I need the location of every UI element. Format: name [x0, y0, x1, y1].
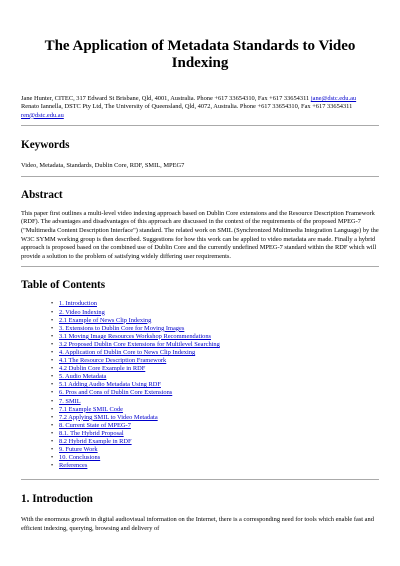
keywords-heading: Keywords [21, 138, 70, 151]
toc-item [21, 341, 379, 349]
toc-item [21, 333, 379, 341]
divider [21, 176, 379, 177]
toc-item [21, 349, 379, 357]
toc-item [21, 317, 379, 325]
toc-item [21, 414, 379, 422]
toc-item [21, 373, 379, 381]
introduction-heading: 1. Introduction [21, 493, 93, 506]
toc-item [21, 422, 379, 430]
toc-link[interactable]: 6. Pros and Cons of Dublin Core Extensions [59, 389, 173, 397]
toc-link[interactable]: 8.2 Hybrid Example in RDF [59, 438, 132, 446]
toc-item [21, 398, 379, 406]
toc-item [21, 357, 379, 365]
toc-link[interactable]: 8.1. The Hybrid Proposal [59, 429, 124, 437]
divider [21, 479, 379, 480]
toc-link[interactable]: 4.2 Dublin Core Example in RDF [59, 365, 146, 373]
toc-link[interactable]: 2.1 Example of News Clip Indexing [59, 316, 152, 324]
toc-item [21, 300, 379, 308]
author-2-email-link[interactable]: ren@dstc.edu.au [21, 111, 64, 119]
toc-link[interactable]: 3.1 Moving Image Resources Workshop Recommendations [59, 332, 212, 340]
toc-link[interactable]: 7.2 Applying SMIL to Video Metadata [59, 413, 158, 421]
introduction-text: With the enormous growth in digital audiovisual information on the Internet, there is a corresponding need for tools which enable fast and efficient indexing, querying, browsing and delivery of [21, 516, 374, 532]
toc-link[interactable]: 10. Conclusions [59, 454, 101, 462]
abstract-heading: Abstract [21, 188, 63, 201]
toc-item [21, 365, 379, 373]
author-1-email-link[interactable]: jane@dstc.edu.au [310, 95, 357, 102]
toc-item [21, 438, 379, 446]
toc-heading: Table of Contents [21, 279, 106, 292]
toc-item [21, 406, 379, 414]
toc-link[interactable]: 1. Introduction [59, 300, 97, 308]
toc-link[interactable]: 4.1 The Resource Description Framework [59, 357, 167, 365]
toc-link[interactable]: 7. SMIL [59, 397, 81, 405]
table-of-contents [21, 300, 379, 470]
toc-link[interactable]: 5.1 Adding Audio Metadata Using RDF [59, 381, 161, 389]
toc-link[interactable]: 8. Current State of MPEG-7 [59, 421, 131, 429]
abstract-text: This paper first outlines a multi-level video indexing approach based on Dublin Core extensions and the Resource Description Framework (RDF). The advantages and disadvantages of this approach are discussed in the context of the requirements of the proposed MPEG-7 ("Multimedia Content Description Interface") standard. The related work on SMIL (Synchronized Multimedia Integration Language) by the W3C SYMM working group is then described. Suggestions for how this work can be applied to video metadata are made. Finally a hybrid approach is proposed based on the combined use of Dublin Core and the currently undefined MPEG-7 standard within the RDF which will provide a solution to the problem of satisfying widely differing user requirements. [21, 209, 379, 260]
toc-link[interactable]: References [59, 462, 88, 470]
divider [21, 266, 379, 267]
toc-link[interactable]: 4. Application of Dublin Core to News Clip Indexing [59, 349, 196, 357]
author-2-affiliation: Renato Iannella, DSTC Pty Ltd, The University of Queensland, Qld, 4072, Australia. Phone +617 33654310, Fax +617 33654311 [21, 103, 353, 111]
toc-link[interactable]: 9. Future Work [59, 446, 98, 454]
divider [21, 125, 379, 126]
toc-item [21, 430, 379, 438]
toc-item [21, 389, 379, 397]
toc-item [21, 446, 379, 454]
keywords-text: Video, Metadata, Standards, Dublin Core, RDF, SMIL, MPEG7 [21, 161, 185, 169]
paper-title: The Application of Metadata Standards to Video Indexing [44, 38, 356, 71]
author-block [21, 95, 379, 120]
toc-item [21, 325, 379, 333]
toc-link[interactable]: 2. Video Indexing [59, 308, 105, 316]
toc-link[interactable]: 3.2 Proposed Dublin Core Extensions for Multilevel Searching [59, 340, 220, 348]
toc-item [21, 462, 379, 470]
toc-item [21, 309, 379, 317]
toc-item [21, 381, 379, 389]
toc-link[interactable]: 3. Extensions to Dublin Core for Moving Images [59, 324, 185, 332]
toc-item [21, 454, 379, 462]
author-1-affiliation: Jane Hunter, CITEC, 317 Edward St Brisbane, Qld, 4001, Australia. Phone +617 33654310, Fax +617 33654311 [21, 95, 310, 102]
toc-link[interactable]: 5. Audio Metadata [59, 373, 107, 381]
toc-link[interactable]: 7.1 Example SMIL Code [59, 405, 124, 413]
